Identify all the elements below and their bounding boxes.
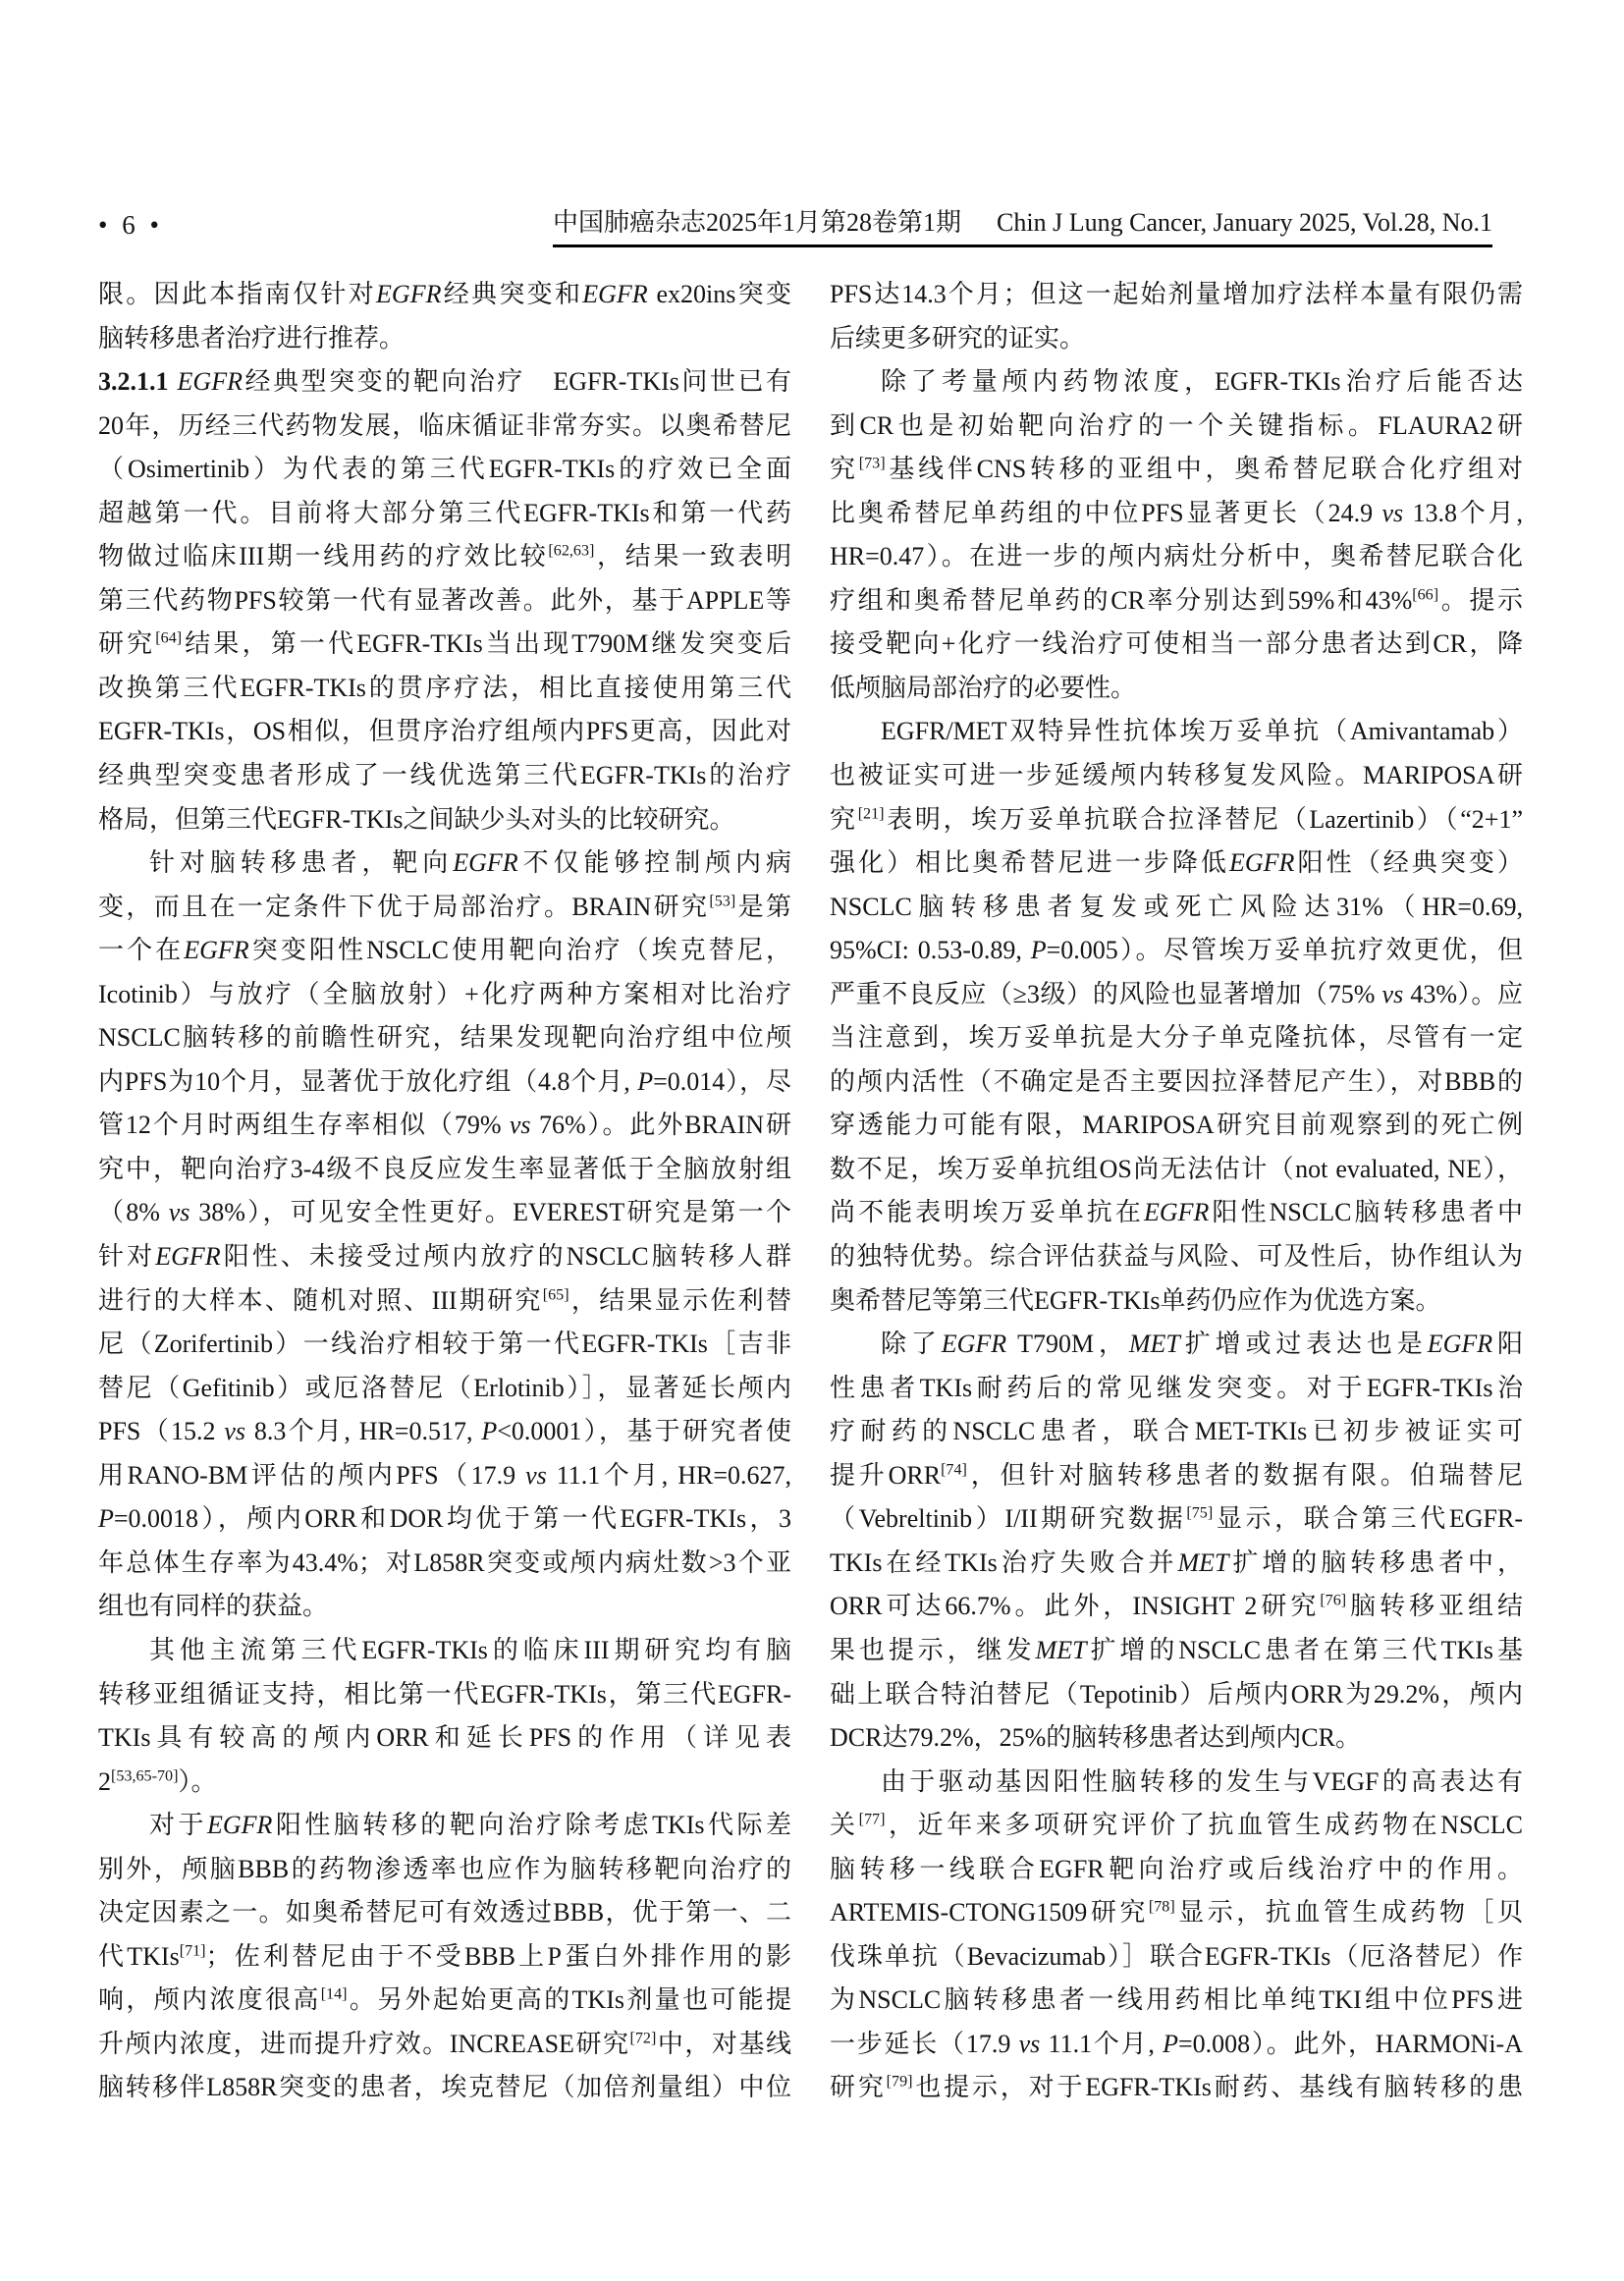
- text-line: （Vebreltinib）I/II期研究数据[75]显示，联合第三代EGFR-: [830, 1504, 1523, 1534]
- text-line: 提升ORR[74]，但针对脑转移患者的数据有限。伯瑞替尼: [830, 1460, 1523, 1490]
- text-line: 穿透能力可能有限，MARIPOSA研究目前观察到的死亡例: [830, 1111, 1523, 1140]
- text-line: 经典型突变患者形成了一线优选第三代EGFR-TKIs的治疗: [98, 761, 791, 790]
- text-line: 疗耐药的NSCLC患者，联合MET-TKIs已初步被证实可: [830, 1417, 1523, 1446]
- text-line: 比奥希替尼单药组的中位PFS显著更长（24.9 vs 13.8个月,: [830, 498, 1523, 527]
- text-line: 到CR也是初始靶向治疗的一个关键指标。FLAURA2研: [830, 410, 1523, 440]
- text-line: 脑转移患者治疗进行推荐。: [98, 323, 406, 353]
- text-line: 替尼（Gefitinib）或厄洛替尼（Erlotinib）］，显著延长颅内: [98, 1373, 791, 1402]
- text-line: 脑转移一线联合EGFR靶向治疗或后线治疗中的作用。: [830, 1854, 1523, 1883]
- text-line: EGFR-TKIs，OS相似，但贯序治疗组颅内PFS更高，因此对: [98, 717, 791, 746]
- text-line: 研究[79]也提示，对于EGFR-TKIs耐药、基线有脑转移的患: [830, 2073, 1523, 2102]
- text-line: 改换第三代EGFR-TKIs的贯序疗法，相比直接使用第三代: [98, 673, 791, 702]
- text-line: 其他主流第三代EGFR-TKIs的临床III期研究均有脑: [149, 1635, 791, 1664]
- text-line: 除了EGFR T790M，MET扩增或过表达也是EGFR阳: [881, 1330, 1523, 1359]
- text-line: TKIs在经TKIs治疗失败合并MET扩增的脑转移患者中，: [830, 1548, 1523, 1577]
- text-line: 年总体生存率为43.4%；对L858R突变或颅内病灶数>3个亚: [98, 1548, 791, 1577]
- text-line: 究[73]基线伴CNS转移的亚组中，奥希替尼联合化疗组对: [830, 455, 1523, 484]
- text-line: 转移亚组循证支持，相比第一代EGFR-TKIs，第三代EGFR-: [98, 1679, 791, 1709]
- left-column: [98, 273, 791, 2110]
- text-line: 的独特优势。综合评估获益与风险、可及性后，协作组认为: [830, 1242, 1523, 1272]
- text-line: 组也有同样的获益。: [98, 1592, 329, 1621]
- text-line: 2[53,65-70]）。: [98, 1766, 217, 1796]
- text-line: 用RANO-BM评估的颅内PFS（17.9 vs 11.1个月, HR=0.627,: [98, 1460, 791, 1490]
- text-line: 低颅脑局部治疗的必要性。: [830, 673, 1137, 702]
- journal-title-block: [553, 208, 1492, 247]
- text-line: NSCLC脑转移的前瞻性研究，结果发现靶向治疗组中位颅: [98, 1023, 791, 1053]
- text-line: 当注意到，埃万妥单抗是大分子单克隆抗体，尽管有一定: [830, 1023, 1523, 1053]
- text-line: 尼（Zorifertinib）一线治疗相较于第一代EGFR-TKIs［吉非: [98, 1330, 791, 1359]
- text-line: 一个在EGFR突变阳性NSCLC使用靶向治疗（埃克替尼，: [98, 936, 791, 965]
- text-line: 疗组和奥希替尼单药的CR率分别达到59%和43%[66]。提示: [830, 585, 1523, 615]
- text-line: 础上联合特泊替尼（Tepotinib）后颅内ORR为29.2%，颅内: [830, 1679, 1523, 1709]
- text-line: 数不足，埃万妥单抗组OS尚无法估计（not evaluated, NE），: [830, 1154, 1523, 1183]
- text-line: 限。因此本指南仅针对EGFR经典突变和EGFR ex20ins突变: [98, 280, 791, 308]
- text-line: 针对脑转移患者，靶向EGFR不仅能够控制颅内病: [149, 848, 791, 878]
- text-line: 代TKIs[71]；佐利替尼由于不受BBB上P蛋白外排作用的影: [98, 1941, 791, 1971]
- text-line: 3.2.1.1 EGFR经典型突变的靶向治疗 EGFR-TKIs问世已有: [98, 367, 791, 397]
- page-number: • 6 •: [98, 210, 163, 240]
- text-line: DCR达79.2%，25%的脑转移患者达到颅内CR。: [830, 1723, 1361, 1753]
- text-line: 物做过临床III期一线用药的疗效比较[62,63]，结果一致表明: [98, 542, 791, 571]
- text-line: 进行的大样本、随机对照、III期研究[65]，结果显示佐利替: [98, 1285, 791, 1315]
- text-line: 变，而且在一定条件下优于局部治疗。BRAIN研究[53]是第: [98, 892, 791, 921]
- text-line: 究[21]表明，埃万妥单抗联合拉泽替尼（Lazertinib）（“2+1”: [830, 804, 1523, 834]
- text-line: 接受靶向+化疗一线治疗可使相当一部分患者达到CR，降: [830, 629, 1523, 659]
- text-line: 性患者TKIs耐药后的常见继发突变。对于EGFR-TKIs治: [830, 1373, 1523, 1402]
- text-line: 管12个月时两组生存率相似（79% vs 76%）。此外BRAIN研: [98, 1111, 791, 1140]
- text-line: EGFR/MET双特异性抗体埃万妥单抗（Amivantamab）: [881, 717, 1523, 746]
- text-line: HR=0.47）。在进一步的颅内病灶分析中，奥希替尼联合化: [830, 542, 1523, 571]
- text-line: 别外，颅脑BBB的药物渗透率也应作为脑转移靶向治疗的: [98, 1854, 791, 1883]
- text-line: 响，颅内浓度很高[14]。另外起始更高的TKIs剂量也可能提: [98, 1985, 791, 2015]
- text-line: 研究[64]结果，第一代EGFR-TKIs当出现T790M继发突变后: [98, 629, 791, 659]
- text-line: PFS（15.2 vs 8.3个月, HR=0.517, P<0.0001），基于研究者使: [98, 1417, 791, 1446]
- text-line: （8% vs 38%），可见安全性更好。EVEREST研究是第一个: [98, 1198, 791, 1227]
- text-line: Icotinib）与放疗（全脑放射）+化疗两种方案相对比治疗: [98, 979, 791, 1008]
- text-line: P=0.0018），颅内ORR和DOR均优于第一代EGFR-TKIs，3: [98, 1504, 791, 1534]
- text-line: 决定因素之一。如奥希替尼可有效透过BBB，优于第一、二: [98, 1898, 791, 1928]
- right-column: [830, 273, 1523, 2110]
- text-line: 20年，历经三代药物发展，临床循证非常夯实。以奥希替尼: [98, 410, 791, 440]
- text-line: 也被证实可进一步延缓颅内转移复发风险。MARIPOSA研: [830, 761, 1523, 790]
- text-line: 的颅内活性（不确定是否主要因拉泽替尼产生），对BBB的: [830, 1066, 1523, 1096]
- text-line: 为NSCLC脑转移患者一线用药相比单纯TKI组中位PFS进: [830, 1985, 1523, 2015]
- text-line: 尚不能表明埃万妥单抗在EGFR阳性NSCLC脑转移患者中: [830, 1198, 1523, 1227]
- text-line: 针对EGFR阳性、未接受过颅内放疗的NSCLC脑转移人群: [98, 1242, 791, 1272]
- text-line: ORR可达66.7%。此外，INSIGHT 2研究[76]脑转移亚组结: [830, 1592, 1523, 1621]
- text-line: 伐珠单抗（Bevacizumab）］联合EGFR-TKIs（厄洛替尼）作: [830, 1941, 1523, 1971]
- text-line: PFS达14.3个月；但这一起始剂量增加疗法样本量有限仍需: [830, 280, 1523, 308]
- text-line: 关[77]，近年来多项研究评价了抗血管生成药物在NSCLC: [830, 1811, 1523, 1840]
- text-line: 超越第一代。目前将大部分第三代EGFR-TKIs和第一代药: [98, 498, 791, 527]
- text-line: 果也提示，继发MET扩增的NSCLC患者在第三代TKIs基: [830, 1635, 1523, 1664]
- text-line: 究中，靶向治疗3-4级不良反应发生率显著低于全脑放射组: [98, 1154, 791, 1183]
- text-line: 对于EGFR阳性脑转移的靶向治疗除考虑TKIs代际差: [149, 1811, 791, 1840]
- text-line: 后续更多研究的证实。: [830, 323, 1086, 353]
- page-header: [98, 208, 1492, 247]
- text-line: 脑转移伴L858R突变的患者，埃克替尼（加倍剂量组）中位: [98, 2073, 791, 2102]
- text-line: 内PFS为10个月，显著优于放化疗组（4.8个月, P=0.014），尽: [98, 1066, 791, 1096]
- text-line: 由于驱动基因阳性脑转移的发生与VEGF的高表达有: [881, 1766, 1523, 1796]
- text-line: 强化）相比奥希替尼进一步降低EGFR阳性（经典突变）: [830, 848, 1523, 878]
- text-line: ARTEMIS-CTONG1509研究[78]显示，抗血管生成药物［贝: [830, 1898, 1523, 1928]
- text-line: 95%CI: 0.53-0.89, P=0.005）。尽管埃万妥单抗疗效更优，但: [830, 936, 1523, 965]
- text-line: （Osimertinib）为代表的第三代EGFR-TKIs的疗效已全面: [98, 455, 791, 484]
- text-line: 升颅内浓度，进而提升疗效。INCREASE研究[72]中，对基线: [98, 2029, 791, 2058]
- text-line: 严重不良反应（≥3级）的风险也显著增加（75% vs 43%）。应: [830, 979, 1523, 1008]
- text-line: 一步延长（17.9 vs 11.1个月, P=0.008）。此外，HARMONi-A: [830, 2029, 1523, 2058]
- text-line: NSCLC脑转移患者复发或死亡风险达31%（HR=0.69,: [830, 892, 1523, 921]
- text-line: 除了考量颅内药物浓度，EGFR-TKIs治疗后能否达: [881, 367, 1523, 397]
- journal-title-cn: 中国肺癌杂志2025年1月第28卷第1期: [553, 208, 962, 237]
- text-line: 奥希替尼等第三代EGFR-TKIs单药仍应作为优选方案。: [830, 1285, 1441, 1315]
- journal-title-en: Chin J Lung Cancer, January 2025, Vol.28, No.1: [997, 208, 1492, 237]
- text-line: 第三代药物PFS较第一代有显著改善。此外，基于APPLE等: [98, 585, 791, 615]
- text-line: 格局，但第三代EGFR-TKIs之间缺少头对头的比较研究。: [98, 804, 735, 834]
- text-line: TKIs具有较高的颅内ORR和延长PFS的作用（详见表: [98, 1723, 791, 1753]
